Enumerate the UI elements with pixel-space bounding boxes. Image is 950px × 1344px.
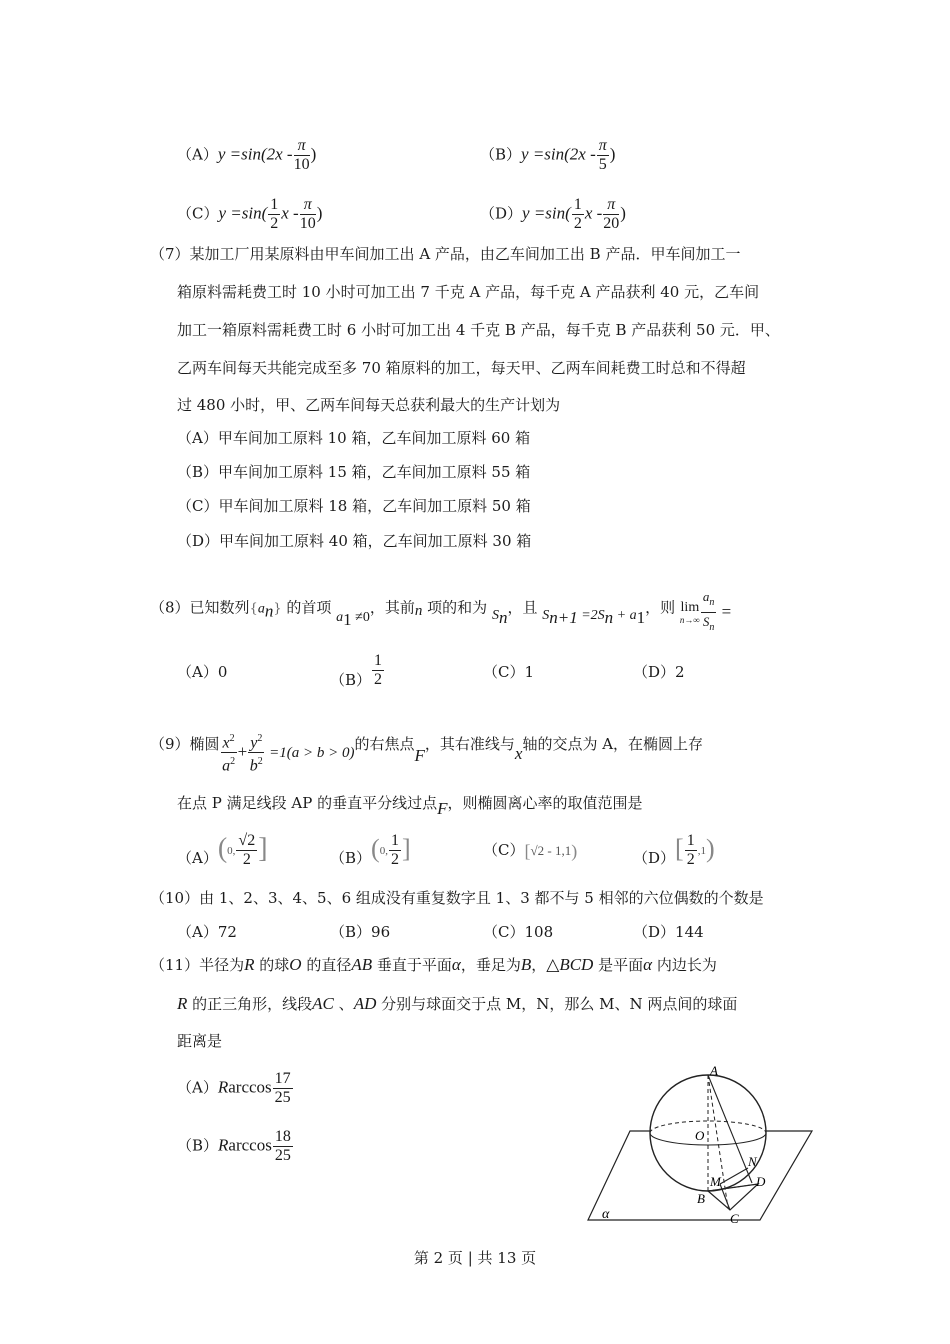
q9-stem-line-2: 在点 P 满足线段 AP 的垂直平分线过点F，则椭圆离心率的取值范围是 <box>177 794 643 818</box>
q9-option-b: （B）(0, $\frac{1}{2}$ ] <box>330 832 411 868</box>
q7-option-b: （B）甲车间加工原料 15 箱，乙车间加工原料 55 箱 <box>177 463 531 481</box>
q11-sphere-figure <box>580 1058 820 1228</box>
q9-option-d: （D）[ $\frac{1}{2}$ ,1) <box>633 832 715 868</box>
q10-option-a: （A）72 <box>177 923 237 941</box>
q11-stem-line-3: 距离是 <box>177 1032 223 1050</box>
q6-option-c: （C）y =sin( $\frac{1}{2}$ x - $\frac{\pi}{10}$ ) <box>177 196 323 232</box>
q11-stem-line-2: R 的正三角形，线段AC 、AD 分别与球面交于点 M，N，那么 M、N 两点间的球面 <box>177 994 738 1013</box>
q6-option-b: （B）y =sin(2x - $\frac{\pi}{5}$ ) <box>480 137 616 173</box>
q8-option-d: （D）2 <box>633 663 685 681</box>
q7-option-a: （A）甲车间加工原料 10 箱，乙车间加工原料 60 箱 <box>177 429 531 447</box>
q10-option-c: （C）108 <box>483 923 554 941</box>
q10-stem: （10）由 1、2、3、4、5、6 组成没有重复数字且 1、3 都不与 5 相邻的六位偶数的个数是 <box>150 889 764 907</box>
label-d: D <box>756 1174 766 1189</box>
label-o: O <box>695 1128 705 1143</box>
q7-line-4: 乙两车间每天共能完成至多 70 箱原料的加工，每天甲、乙两车间耗费工时总和不得超 <box>177 359 746 377</box>
q11-option-b: （B）Rarccos $\frac{18}{25}$ <box>177 1128 291 1164</box>
label-m: M <box>710 1174 721 1189</box>
q7-line-5: 过 480 小时，甲、乙两车间每天总获利最大的生产计划为 <box>177 396 561 414</box>
q11-option-a: （A）Rarccos $\frac{17}{25}$ <box>177 1070 291 1106</box>
q8-option-c: （C）1 <box>483 663 535 681</box>
q8-option-b: （B） $\frac{1}{2}$ <box>330 652 383 689</box>
label-a: A <box>710 1063 718 1078</box>
page-footer: 第 2 页 | 共 13 页 <box>413 1249 537 1267</box>
label-alpha: α <box>602 1207 610 1222</box>
q7-line-1: （7）某加工厂用某原料由甲车间加工出 A 产品，由乙车间加工出 B 产品．甲车间加工一 <box>150 245 741 263</box>
q7-option-c: （C）甲车间加工原料 18 箱，乙车间加工原料 50 箱 <box>177 497 531 515</box>
q7-option-d: （D）甲车间加工原料 40 箱，乙车间加工原料 30 箱 <box>177 532 532 550</box>
q8-option-a: （A）0 <box>177 663 228 681</box>
q6-option-d: （D）y =sin( $\frac{1}{2}$ x - $\frac{\pi}{20}$ ) <box>480 196 626 232</box>
q10-option-b: （B）96 <box>330 923 391 941</box>
q6-option-a: （A）y =sin(2x - $\frac{\pi}{10}$ ) <box>177 137 317 173</box>
q7-line-3: 加工一箱原料需耗费工时 6 小时可加工出 4 千克 B 产品，每千克 B 产品获利 50 元．甲、 <box>177 321 780 339</box>
label-c: C <box>730 1211 739 1226</box>
q9-option-a: （A）(0, $\frac{√2}{2}$ ] <box>177 832 268 868</box>
q9-stem-line-1: （9）椭圆 $\frac{x^2}{a^2}$ + $\frac{y^2}{b^2}$ =1(a > b > 0)的右焦点F，其右准线与x轴的交点为 A，在椭圆上存 <box>150 722 703 768</box>
q11-stem-line-1: （11）半径为R 的球O 的直径AB 垂直于平面α，垂足为B，△BCD 是平面α 内边长为 <box>150 955 717 974</box>
q9-option-c: （C）[√2 - 1,1) <box>483 841 578 861</box>
q10-option-d: （D）144 <box>633 923 704 941</box>
label-n: N <box>748 1154 757 1169</box>
q8-stem: （8）已知数列$\{a_n\}$ 的首项 $a_1 \ne 0$，其前n 项的和为 $S_n$，且 $S_{n+1} =2S_n + a_1$，则 lim n→∞ $\frac{a_n}{S_n}$ = <box>150 589 732 634</box>
q7-line-2: 箱原料需耗费工时 10 小时可加工出 7 千克 A 产品，每千克 A 产品获利 40 元，乙车间 <box>177 283 760 301</box>
label-b: B <box>697 1191 705 1206</box>
